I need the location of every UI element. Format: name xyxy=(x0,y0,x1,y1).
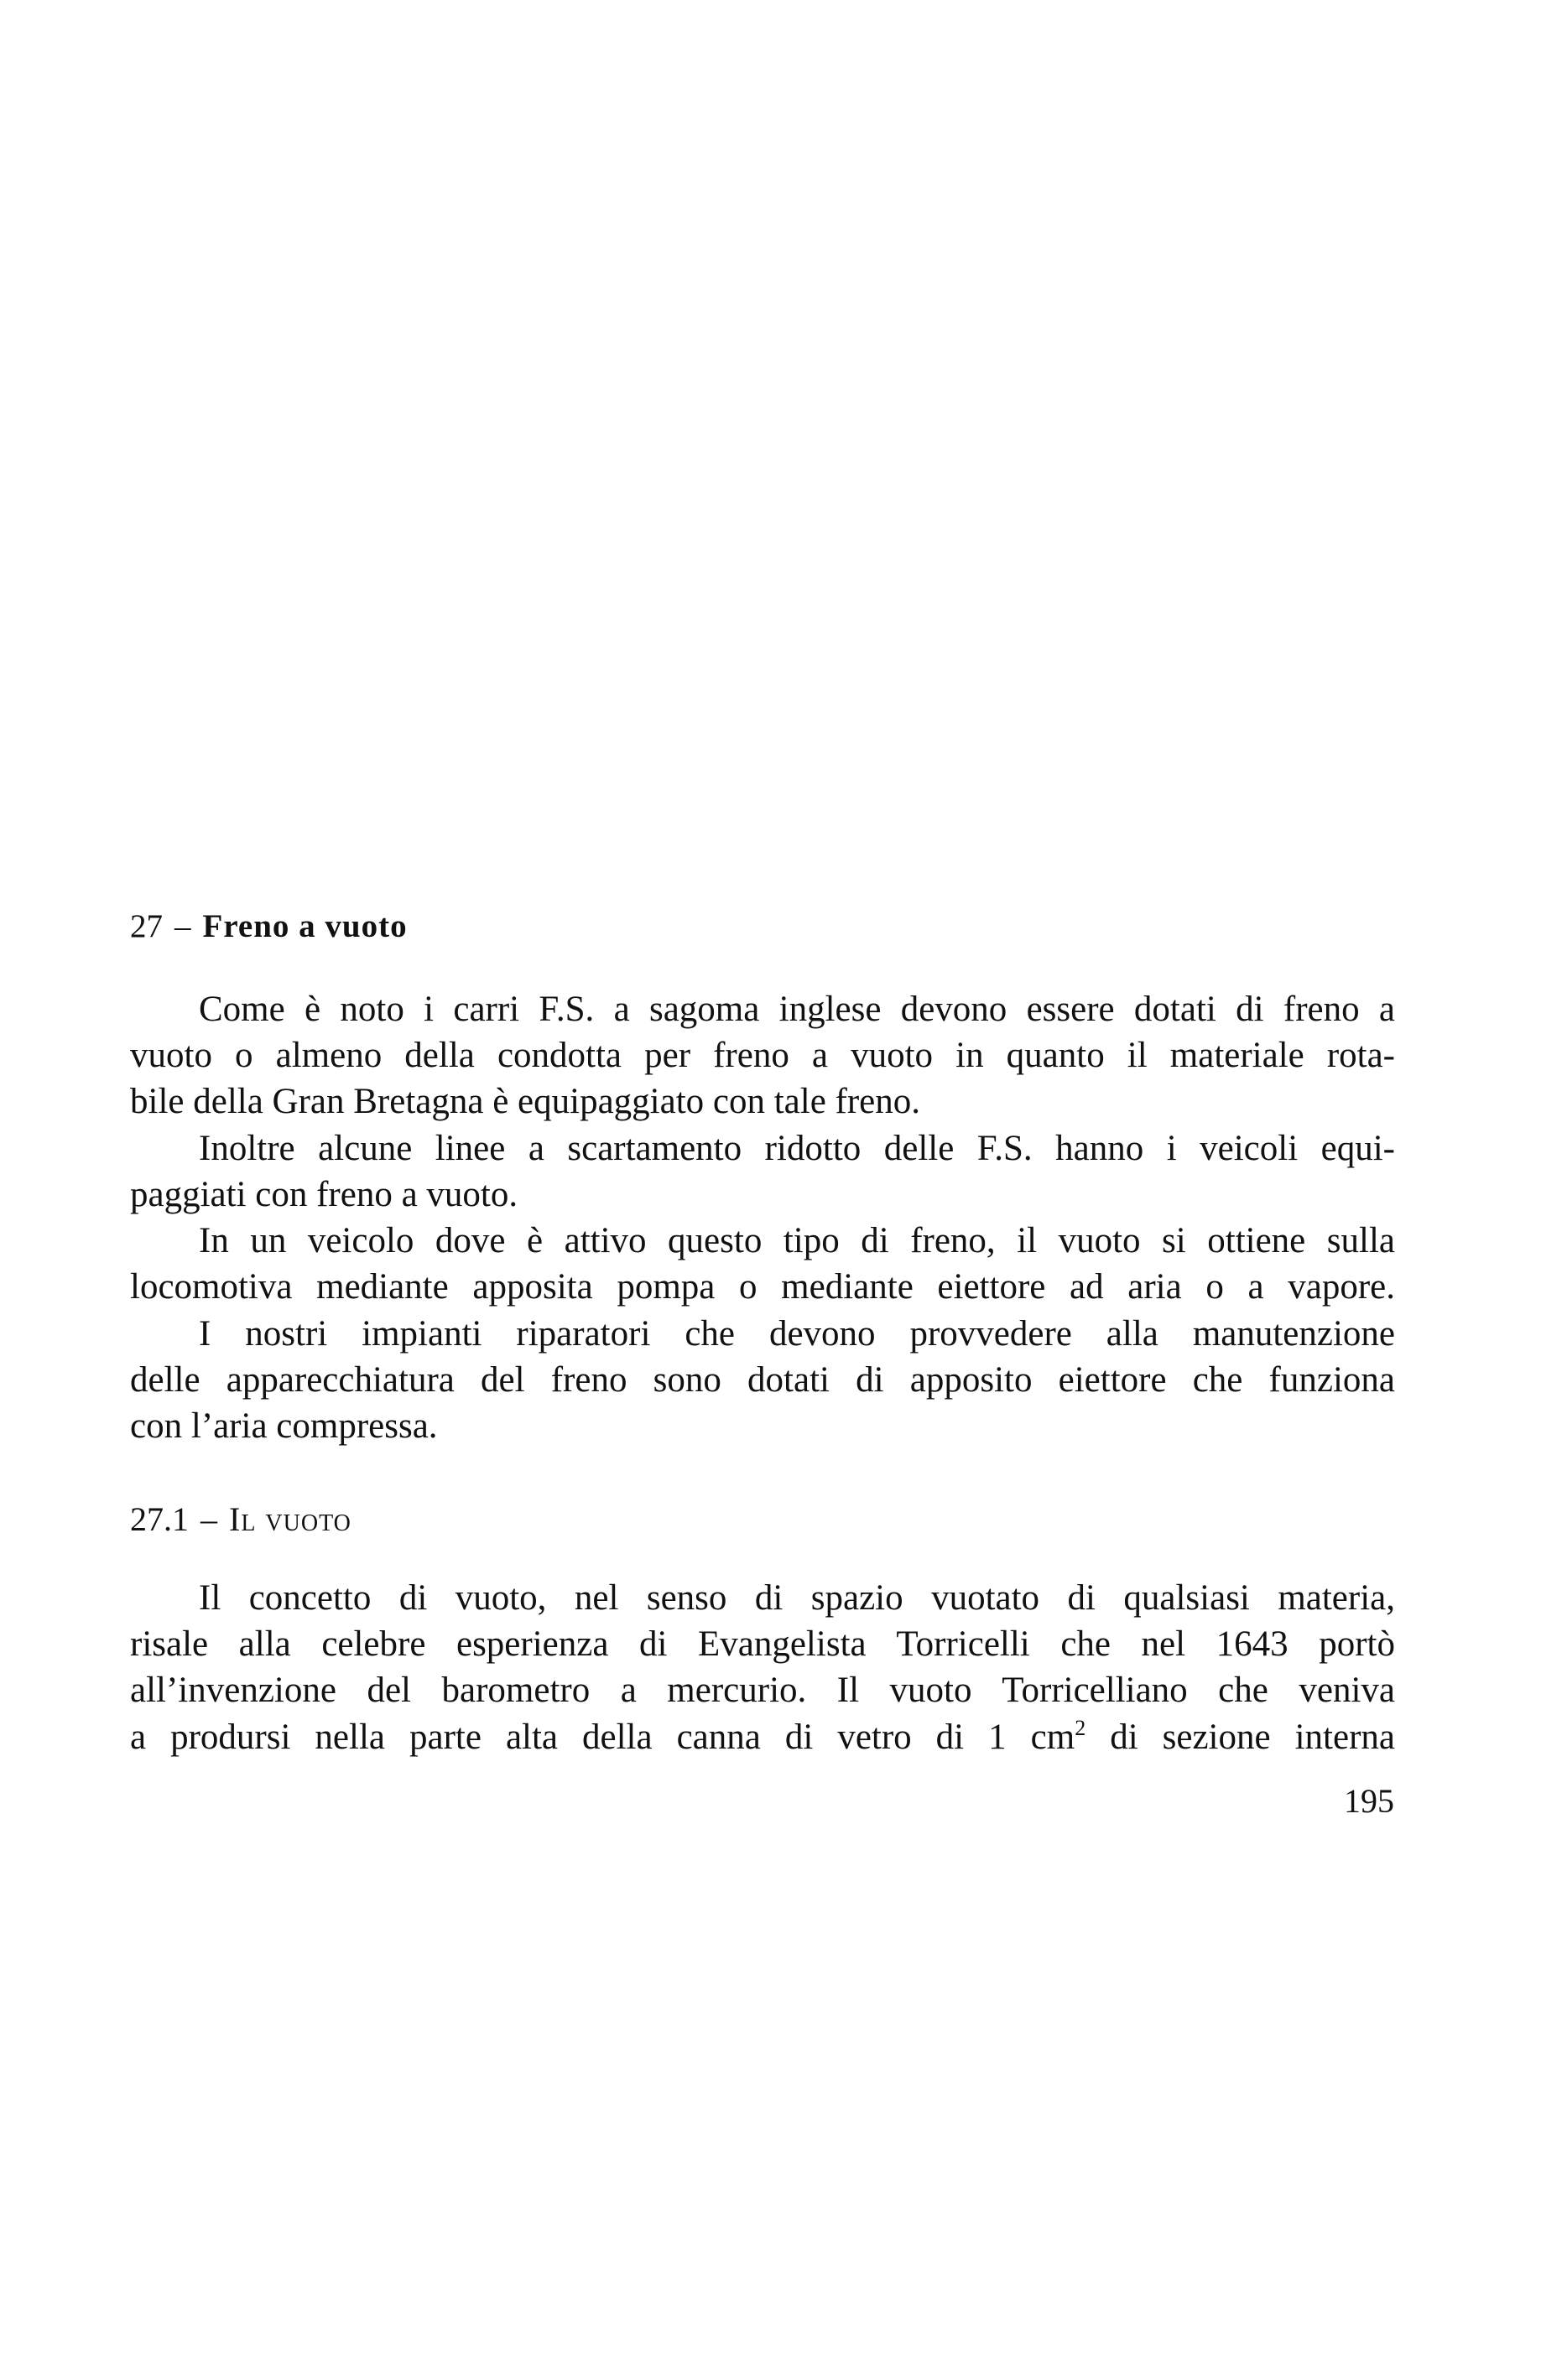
subsection-dash: – xyxy=(200,1500,217,1538)
section-number: 27 xyxy=(130,908,163,944)
text-fragment: di sezione interna xyxy=(1085,1717,1395,1757)
section-heading xyxy=(130,907,408,945)
text-line: In un veicolo dove è attivo questo tipo di freno, il vuoto si ottiene sulla xyxy=(199,1221,1395,1260)
text-line: I nostri impianti riparatori che devono provvedere alla manutenzione xyxy=(199,1314,1395,1354)
text-line: locomotiva mediante apposita pompa o mediante eiettore ad aria o a vapore. xyxy=(130,1267,1395,1307)
text-line: Il concetto di vuoto, nel senso di spazio vuotato di qualsiasi materia, xyxy=(199,1578,1395,1618)
text-line: Inoltre alcune linee a scartamento ridotto delle F.S. hanno i veicoli equi- xyxy=(199,1129,1395,1168)
section-dash: – xyxy=(174,908,191,944)
text-line: paggiati con freno a vuoto. xyxy=(130,1175,518,1214)
subsection-heading xyxy=(130,1499,351,1539)
text-line: Come è noto i carri F.S. a sagoma inglese devono essere dotati di freno a xyxy=(199,990,1395,1029)
text-line: bile della Gran Bretagna è equipaggiato con tale freno. xyxy=(130,1082,921,1121)
text-fragment: a prodursi nella parte alta della canna di vetro di 1 cm xyxy=(130,1717,1075,1757)
text-line xyxy=(130,1714,1395,1761)
subsection-title: Il vuoto xyxy=(229,1500,351,1538)
subsection-number: 27.1 xyxy=(130,1500,189,1538)
page-number: 195 xyxy=(1344,1782,1394,1820)
text-line: risale alla celebre esperienza di Evangelista Torricelli che nel 1643 portò xyxy=(130,1624,1395,1664)
superscript: 2 xyxy=(1075,1716,1086,1740)
text-line: all’invenzione del barometro a mercurio. Il vuoto Torricelliano che veniva xyxy=(130,1671,1395,1710)
text-line: vuoto o almeno della condotta per freno a vuoto in quanto il materiale rota- xyxy=(130,1036,1395,1075)
text-line: delle apparecchiatura del freno sono dotati di apposito eiettore che funziona xyxy=(130,1360,1395,1400)
text-line: con l’aria compressa. xyxy=(130,1406,438,1446)
section-title: Freno a vuoto xyxy=(202,908,408,944)
